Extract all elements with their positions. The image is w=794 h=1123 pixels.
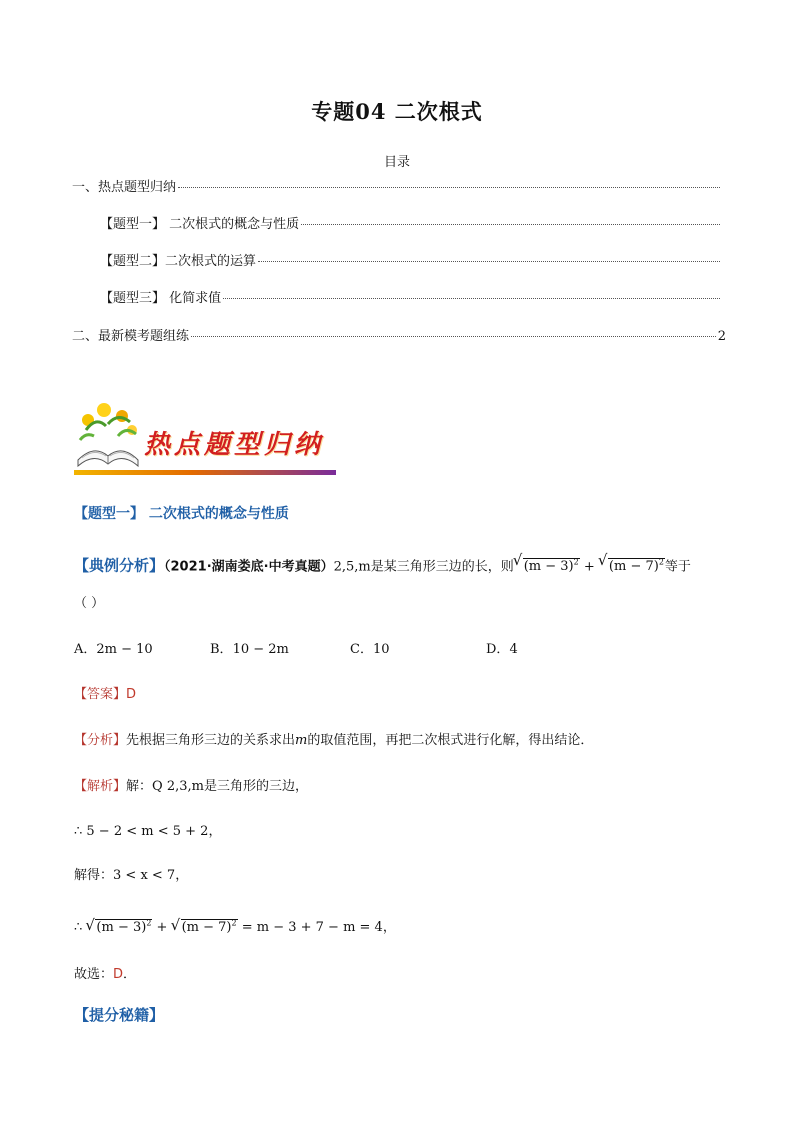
example-lead-math: 2,5,m bbox=[333, 559, 371, 575]
example-text: 是某三角形三边的长，则 bbox=[370, 559, 514, 575]
sqrt-expression-1 bbox=[87, 919, 152, 935]
banner-underline bbox=[74, 470, 336, 475]
tips-tag: 【提分秘籍】 bbox=[74, 1006, 165, 1024]
toc-leader bbox=[258, 261, 720, 262]
solution-math: Q 2,3,m bbox=[152, 779, 204, 794]
option-a[interactable] bbox=[74, 638, 153, 657]
toc-item-3[interactable] bbox=[100, 250, 726, 270]
solution-line-4 bbox=[74, 916, 396, 935]
toc-leader bbox=[223, 298, 720, 299]
solution-line-3 bbox=[74, 864, 188, 883]
solution-text: 解： bbox=[126, 779, 153, 794]
answer-blank: （ ） bbox=[74, 596, 105, 611]
example-text-end: 等于 bbox=[664, 559, 691, 575]
sqrt-expression-2 bbox=[600, 553, 665, 577]
toc-item-text: 【题型二】二次根式的运算 bbox=[100, 254, 257, 269]
toc-item-5[interactable] bbox=[72, 325, 726, 345]
section-banner bbox=[74, 400, 336, 478]
toc-item-2[interactable] bbox=[100, 213, 726, 233]
solution-text: 故选： bbox=[74, 967, 114, 982]
toc-item-text: 二、最新模考题组练 bbox=[72, 329, 190, 344]
option-value: 4 bbox=[509, 642, 518, 657]
sqrt-expression-2 bbox=[173, 919, 238, 935]
example-tag: 【典例分析】 bbox=[74, 556, 165, 575]
toc-leader bbox=[191, 336, 716, 337]
solution-math: 3 < x < 7， bbox=[113, 868, 189, 883]
option-label: B． bbox=[210, 642, 233, 657]
solution-line-5 bbox=[74, 963, 136, 982]
toc-item-1[interactable] bbox=[72, 176, 726, 196]
sqrt-expression-1 bbox=[515, 553, 580, 577]
example-source: （2021·湖南娄底·中考真题） bbox=[164, 559, 334, 575]
analysis-text-end: 的取值范围，再把二次根式进行化解，得出结论． bbox=[307, 733, 594, 748]
solution-text: 是三角形的三边， bbox=[203, 779, 308, 794]
toc-heading: 目录 bbox=[383, 155, 410, 170]
solution-text: 解得： bbox=[74, 868, 114, 883]
analysis-tag: 【分析】 bbox=[74, 733, 127, 748]
banner-title: 热点题型归纳 bbox=[144, 430, 325, 460]
solution-text: ． bbox=[123, 967, 137, 982]
example-question bbox=[74, 553, 734, 577]
option-label: A． bbox=[74, 642, 97, 657]
therefore-sign: ∴ bbox=[74, 920, 87, 935]
exponent: 2 bbox=[573, 558, 579, 567]
analysis-variable: m bbox=[295, 733, 308, 748]
solution-result: = m − 3 + 7 − m = 4， bbox=[237, 920, 396, 935]
toc-leader bbox=[301, 224, 720, 225]
answer-tag: 【答案】 bbox=[74, 687, 127, 702]
toc-item-text: 【题型三】 化简求值 bbox=[100, 291, 222, 306]
analysis-line bbox=[74, 729, 593, 748]
analysis-text: 先根据三角形三边的关系求出 bbox=[126, 733, 296, 748]
plus-sign: + bbox=[152, 920, 172, 935]
exponent: 2 bbox=[658, 558, 664, 567]
toc-item-text: 一、热点题型归纳 bbox=[72, 180, 177, 195]
option-label: C． bbox=[350, 642, 373, 657]
radicand-1: (m − 3) bbox=[96, 920, 147, 935]
toc-item-text: 【题型一】 二次根式的概念与性质 bbox=[100, 217, 300, 232]
exponent: 2 bbox=[146, 918, 152, 928]
option-value: 2m − 10 bbox=[96, 642, 153, 657]
option-c[interactable] bbox=[350, 638, 390, 657]
radicand-1: (m − 3) bbox=[523, 559, 574, 575]
toc-item-4[interactable] bbox=[100, 287, 726, 307]
radicand-2: (m − 7) bbox=[608, 559, 659, 575]
option-d[interactable] bbox=[486, 638, 518, 657]
choice-value: D bbox=[113, 967, 124, 982]
radicand-2: (m − 7) bbox=[181, 920, 232, 935]
answer-line bbox=[74, 683, 136, 702]
exponent: 2 bbox=[231, 918, 237, 928]
solution-line-1 bbox=[74, 775, 308, 794]
solution-line-2: ∴ 5 − 2 < m < 5 + 2， bbox=[74, 824, 222, 839]
section-heading: 【题型一】 二次根式的概念与性质 bbox=[74, 506, 289, 522]
page-title: 专题04 二次根式 bbox=[311, 99, 483, 124]
answer-value: D bbox=[126, 687, 137, 702]
plus-sign: + bbox=[579, 559, 599, 575]
option-value: 10 − 2m bbox=[232, 642, 289, 657]
toc-page: 2 bbox=[717, 329, 726, 344]
solution-tag: 【解析】 bbox=[74, 779, 127, 794]
open-book-icon bbox=[74, 400, 142, 470]
option-value: 10 bbox=[372, 642, 390, 657]
option-b[interactable] bbox=[210, 638, 289, 657]
toc-leader bbox=[178, 187, 720, 188]
option-label: D． bbox=[486, 642, 510, 657]
